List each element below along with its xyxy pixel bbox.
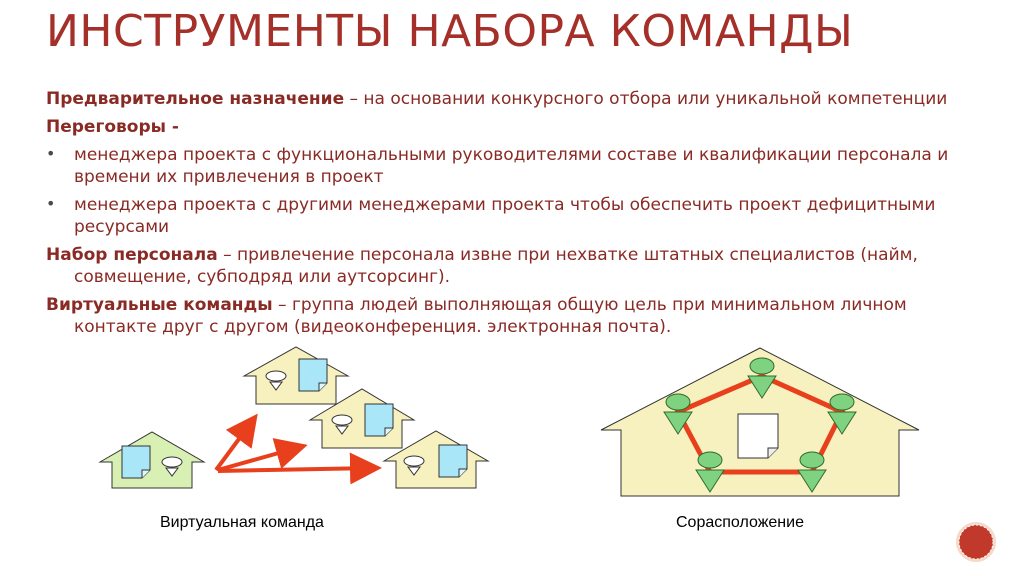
house-icon [244,347,348,404]
caption-colocation: Сорасположение [676,514,804,531]
item-text: – на основании конкурсного отбора или уникальной компетенции [344,89,948,109]
co-location-house-icon [601,348,919,496]
house-icon [100,432,204,488]
item-text: – привлечение персонала извне при нехватке штатных специалистов (найм, совмещение, субподряд или аутсорсинг). [74,245,918,287]
document-icon [738,414,778,458]
logo-icon [955,521,997,563]
bullet-text: менеджера проекта с функциональными руководителями составе и квалификации персонала и времени их привлечения в проект [74,145,949,187]
caption-virtual-team: Виртуальная команда [160,514,324,531]
item-lead: Набор персонала [46,245,218,265]
item-text: – группа людей выполняющая общую цель при минимальном личном контакте друг с другом (видеоконференция. электронная почта). [74,295,907,337]
item-lead: Переговоры - [46,117,179,137]
bullet-icon: • [46,144,56,163]
bullet-icon: • [46,194,56,213]
slide-title: ИНСТРУМЕНТЫ НАБОРА КОМАНДЫ [46,6,854,57]
item-lead: Предварительное назначение [46,89,345,109]
item-lead: Виртуальные команды [46,295,273,315]
bullet-text: менеджера проекта с другими менеджерами проекта чтобы обеспечить проект дефицитными ресурсами [74,195,936,237]
